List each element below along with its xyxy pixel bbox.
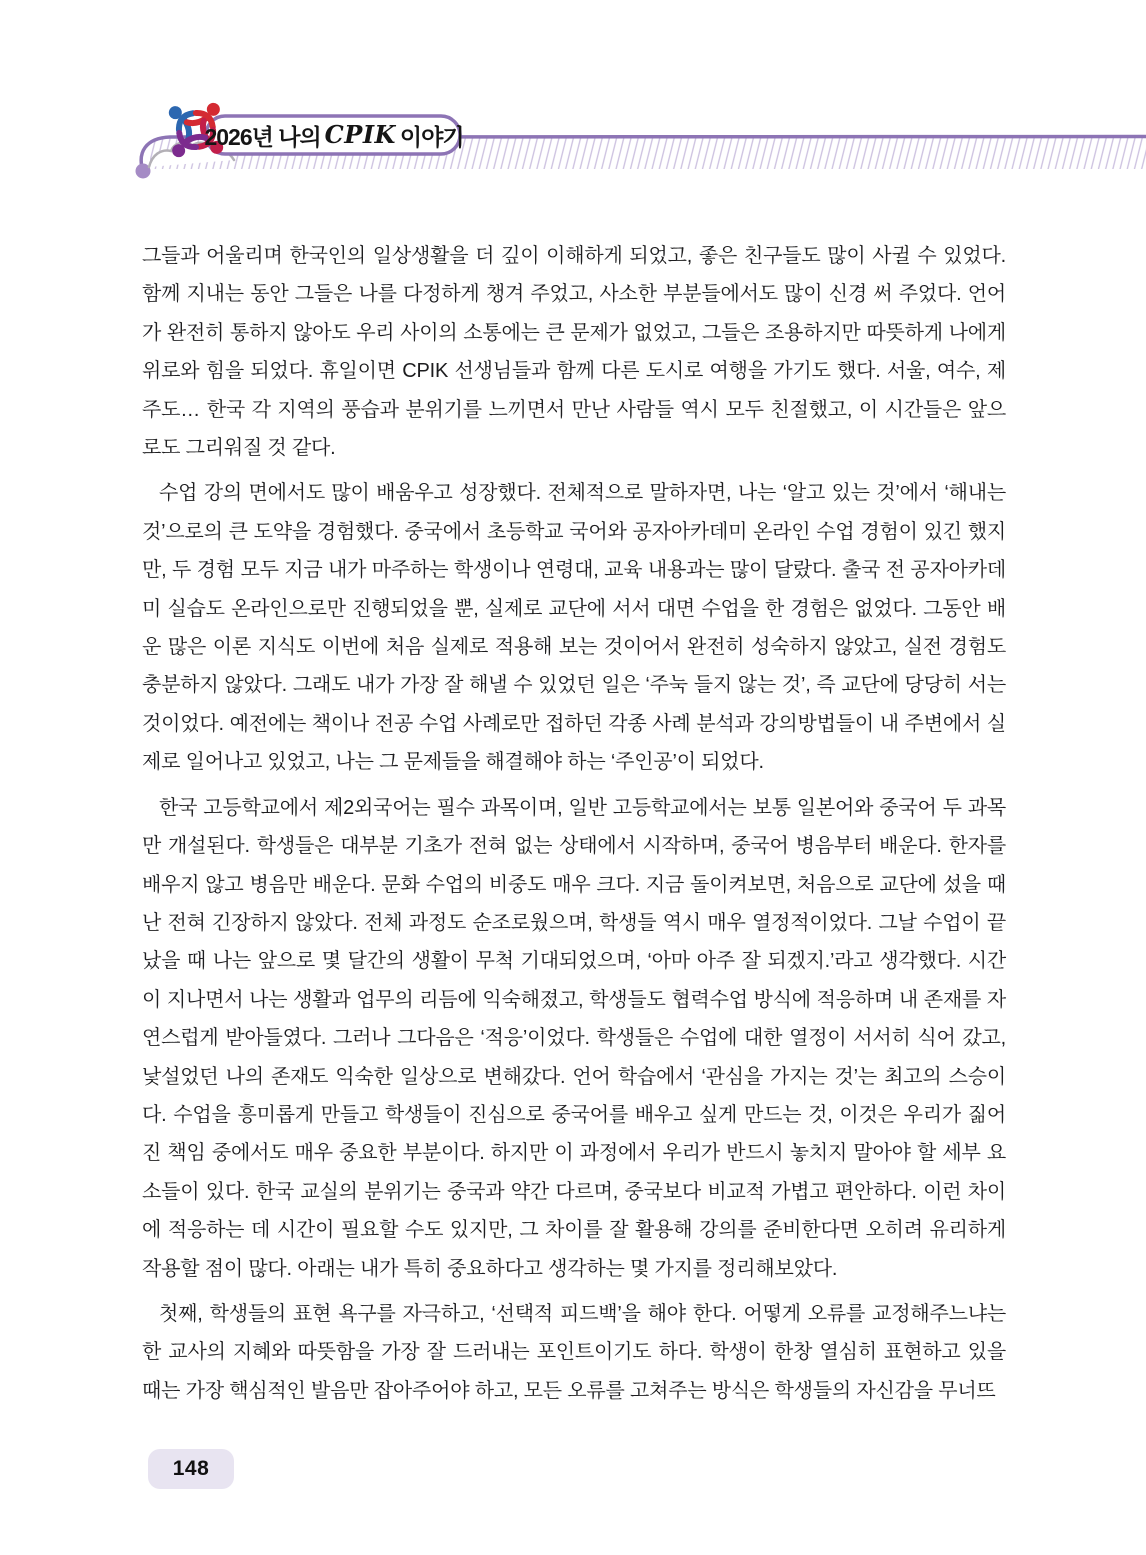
paragraph-3: 한국 고등학교에서 제2외국어는 필수 과목이며, 일반 고등학교에서는 보통 일본어와 중국어 두 과목만 개설된다. 학생들은 대부분 기초가 전혀 없는 상태에서 시작하며, 중국어 병음부터 배운다. 한자를 배우지 않고 병음만 배운다. 문화 수업의 비중도 매우 크다. 지금 돌이켜보면, 처음으로 교단에 섰을 때 난 전혀 긴장하지 않았다. 전체 과정도 순조로웠으며, 학생들 역시 매우 열정적이었다. 그날 수업이 끝났을 때 나는 앞으로 몇 달간의 생활이 무척 기대되었으며, ‘아마 아주 잘 되겠지.’라고 생각했다. 시간이 지나면서 나는 생활과 업무의 리듬에 익숙해졌고, 학생들도 협력수업 방식에 적응하며 내 존재를 자연스럽게 받아들였다. 그러나 그다음은 ‘적응’이었다. 학생들은 수업에 대한 열정이 서서히 식어 갔고, 낯설었던 나의 존재도 익숙한 일상으로 변해갔다. 언어 학습에서 ‘관심을 가지는 것’는 최고의 스승이다. 수업을 흥미롭게 만들고 학생들이 진심으로 중국어를 배우고 싶게 만드는 것, 이것은 우리가 짊어진 책임 중에서도 매우 중요한 부분이다. 하지만 이 과정에서 우리가 반드시 놓치지 말아야 할 세부 요소들이 있다. 한국 교실의 분위기는 중국과 약간 다르며, 중국보다 비교적 가볍고 편안하다. 이런 차이에 적응하는 데 시간이 필요할 수도 있지만, 그 차이를 잘 활용해 강의를 준비한다면 오히려 유리하게 작용할 점이 많다. 아래는 내가 특히 중요하다고 생각하는 몇 가지를 정리해보았다. [142, 796, 1006, 1280]
paragraph-4: 첫째, 학생들의 표현 욕구를 자극하고, ‘선택적 피드백’을 해야 한다. 어떻게 오류를 교정해주느냐는 한 교사의 지혜와 따뜻함을 가장 잘 드러내는 포인트이기도 하다. 학생이 한창 열심히 표현하고 있을 때는 가장 핵심적인 발음만 잡아주어야 하고, 모든 오류를 고쳐주는 방식은 학생들의 자신감을 무너뜨 [142, 1302, 1006, 1402]
paragraph-2: 수업 강의 면에서도 많이 배움우고 성장했다. 전체적으로 말하자면, 나는 ‘알고 있는 것’에서 ‘해내는 것’으로의 큰 도약을 경험했다. 중국에서 초등학교 국어와 공자아카데미 온라인 수업 경험이 있긴 했지만, 두 경험 모두 지금 내가 마주하는 학생이나 연령대, 교육 내용과는 많이 달랐다. 출국 전 공자아카데미 실습도 온라인으로만 진행되었을 뿐, 실제로 교단에 서서 대면 수업을 한 경험은 없었다. 그동안 배운 많은 이론 지식도 이번에 처음 실제로 적용해 보는 것이어서 완전히 성숙하지 않았고, 실전 경험도 충분하지 않았다. 그래도 내가 가장 잘 해낼 수 있었던 일은 ‘주눅 들지 않는 것’, 즉 교단에 당당히 서는 것이었다. 예전에는 책이나 전공 수업 사례로만 접하던 각종 사례 분석과 강의방법들이 내 주변에서 실제로 일어나고 있었고, 나는 그 문제들을 해결해야 하는 ‘주인공’이 되었다. [142, 482, 1007, 774]
paragraph-1: 그들과 어울리며 한국인의 일상생활을 더 깊이 이해하게 되었고, 좋은 친구들도 많이 사귈 수 있었다. 함께 지내는 동안 그들은 나를 다정하게 챙겨 주었고, 사소한 부분들에서도 많이 신경 써 주었다. 언어가 완전히 통하지 않아도 우리 사이의 소통에는 큰 문제가 없었고, 그들은 조용하지만 따뜻하게 나에게 위로와 힘을 되었다. 휴일이면 CPIK 선생님들과 함께 다른 도시로 여행을 가기도 했다. 서울, 여수, 제주도… 한국 각 지역의 풍습과 분위기를 느끼면서 만난 사람들 역시 모두 친절했고, 이 시간들은 앞으로도 그리워질 것 같다. [142, 245, 1006, 460]
page-number-badge: 148 [148, 1449, 234, 1489]
title-prefix: 2026년 나의 [204, 123, 321, 150]
title-brand: CPIK [324, 119, 396, 149]
page-title [204, 118, 464, 152]
header-banner [0, 0, 1146, 210]
title-suffix: 이야기 [399, 123, 464, 150]
body-text [142, 237, 1006, 1410]
